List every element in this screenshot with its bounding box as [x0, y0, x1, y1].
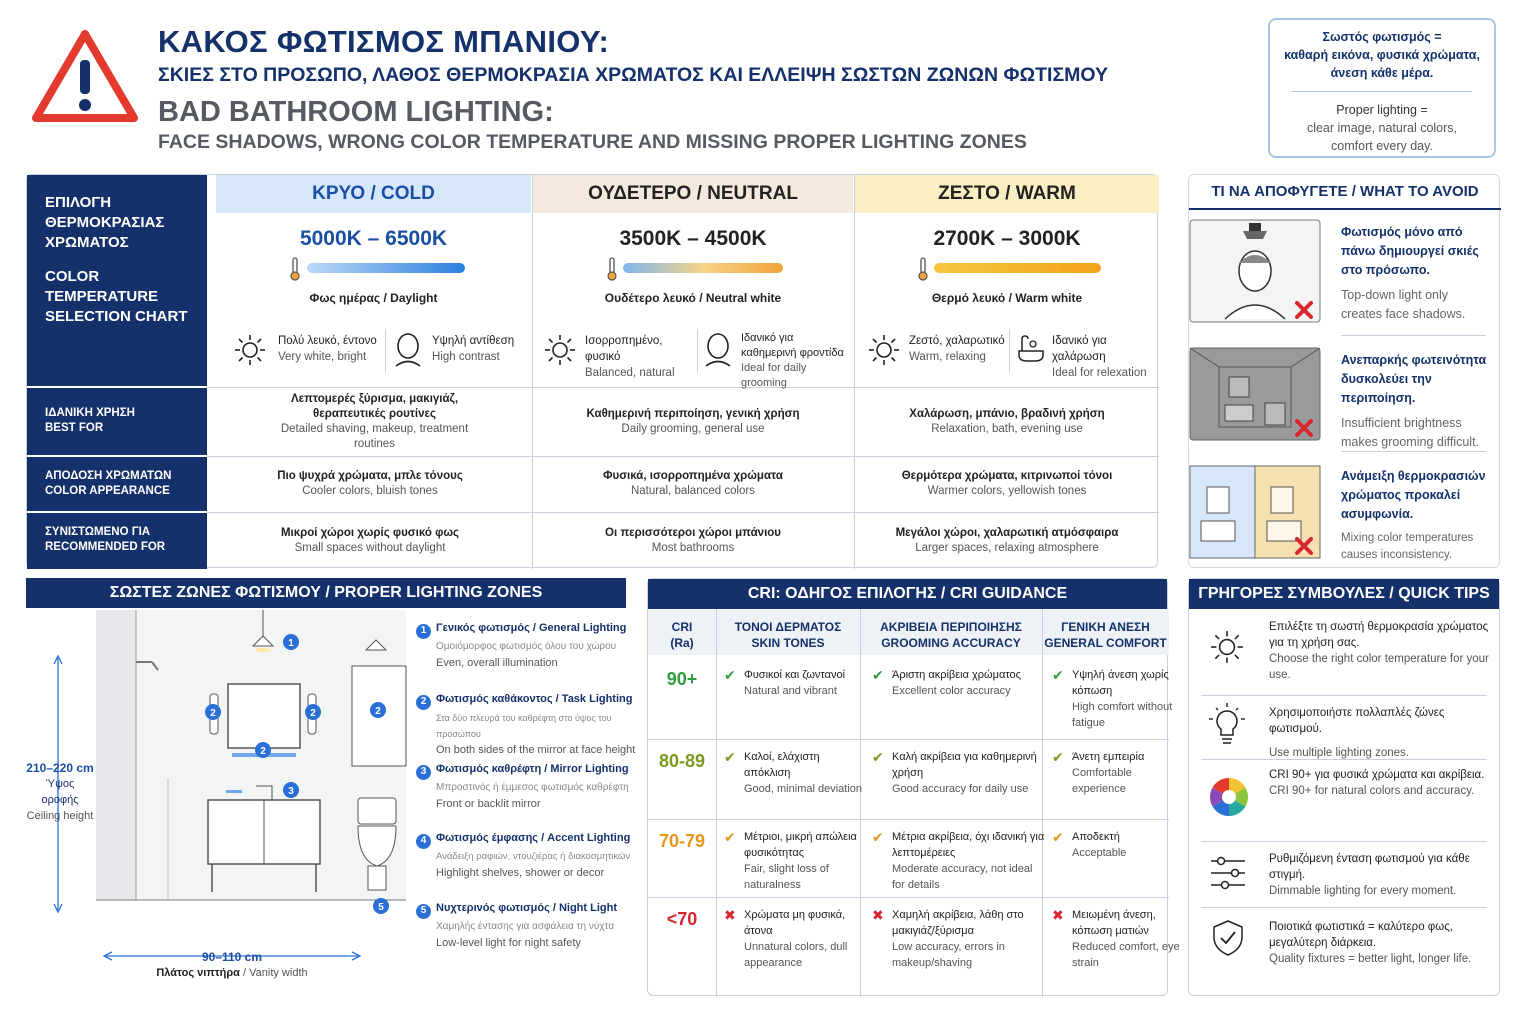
cri-cell-en: Fair, slight loss of naturalness [744, 863, 829, 891]
tip-divider [1201, 841, 1487, 842]
row-label-en: RECOMMENDED FOR [45, 541, 166, 553]
face-icon [393, 331, 423, 367]
check-icon: ✔ [872, 667, 884, 683]
feature-divider [697, 329, 698, 373]
avoid-divider [1341, 335, 1486, 336]
temp-range-neutral: 3500K – 4500K [619, 227, 767, 250]
check-icon: ✔ [724, 667, 736, 683]
feature-cold-2 [432, 333, 532, 365]
callout-gr-3: άνεση κάθε μέρα. [1330, 66, 1434, 80]
header-en: GROOMING ACCURACY [881, 636, 1021, 650]
header-en: (Ra) [670, 636, 694, 650]
feature-gr: Ισορροπημένο, φυσικό [585, 335, 663, 363]
feature-gr: Υψηλή αντίθεση [432, 335, 515, 347]
check-icon: ✔ [872, 829, 884, 845]
zone-gr: Ανάδειξη ραφιών, ντουζιέρας ή διακοσμητικών [436, 850, 631, 862]
cri-cell-en: Acceptable [1072, 847, 1127, 859]
header-gr: ΓΕΝΙΚΗ ΑΝΕΣΗ [1061, 620, 1150, 634]
cri-cell-en: Low accuracy, errors in makeup/shaving [892, 941, 1005, 969]
feature-divider [1009, 329, 1010, 373]
callout-en-1: Proper lighting = [1336, 103, 1428, 117]
feature-en: Balanced, natural [585, 367, 675, 379]
feature-neutral-1 [585, 333, 697, 381]
cri-guidance-panel [647, 578, 1180, 996]
svg-text:3: 3 [288, 786, 294, 797]
avoid-item-3 [1341, 467, 1491, 564]
cri-cell-gr: Άνετη εμπειρία [1072, 751, 1145, 763]
cell-gr: Λεπτομερές ξύρισμα, μακιγιάζ, θεραπευτικές ρουτίνες [290, 392, 459, 420]
temperature-bar-neutral [623, 263, 783, 273]
avoid-gr: Ανάμειξη θερμοκρασιών χρώματος προκαλεί ασυμφωνία. [1341, 469, 1486, 521]
feature-en: Ideal for relexation [1052, 367, 1147, 379]
cri-header-0 [648, 619, 716, 651]
tips-title: ΓΡΗΓΟΡΕΣ ΣΥΜΒΟΥΛΕΣ / QUICK TIPS [1189, 579, 1499, 609]
page-title-en: BAD BATHROOM LIGHTING: [158, 96, 554, 128]
tip-en: Quality fixtures = better light, longer life. [1269, 953, 1472, 965]
cell-gr: Θερμότερα χρώματα, κιτρινωποί τόνοι [901, 470, 1113, 482]
zone-number: 5 [416, 904, 431, 919]
cell-gr: Πιο ψυχρά χρώματα, μπλε τόνους [277, 470, 463, 482]
warning-icon [30, 28, 140, 124]
callout-en-3: comfort every day. [1331, 139, 1433, 153]
page-subtitle-gr: ΣΚΙΕΣ ΣΤΟ ΠΡΟΣΩΠΟ, ΛΑΘΟΣ ΘΕΡΜΟΚΡΑΣΙΑ ΧΡΩΜΑΤΟΣ ΚΑΙ ΕΛΛΕΙΨΗ ΣΩΣΤΩΝ ΖΩΝΩΝ ΦΩΤΙΣΜΟΥ [158, 64, 1109, 86]
zone-item-3 [416, 761, 651, 812]
zones-title: ΣΩΣΤΕΣ ΖΩΝΕΣ ΦΩΤΙΣΜΟΥ / PROPER LIGHTING ZONES [26, 578, 626, 608]
tip-1 [1269, 619, 1489, 683]
cell-en: Warmer colors, yellowish tones [927, 485, 1087, 497]
color-wheel-icon [1209, 777, 1249, 817]
cri-cell-gr: Μέτριοι, μικρή απώλεια φυσικότητας [744, 831, 857, 859]
face-shadow-illustration [1189, 219, 1321, 323]
page-subtitle-en: FACE SHADOWS, WRONG COLOR TEMPERATURE AND MISSING PROPER LIGHTING ZONES [158, 131, 1027, 153]
cri-cell [744, 829, 868, 893]
tip-en: Choose the right color temperature for your use. [1269, 653, 1489, 681]
face-icon [703, 331, 733, 367]
rec-cold [208, 513, 532, 569]
cri-cell-en: Natural and vibrant [744, 685, 837, 697]
zone-title: Γενικός φωτισμός / General Lighting [436, 622, 627, 634]
zone-en: Even, overall illumination [436, 656, 558, 669]
cri-cell [1072, 667, 1180, 731]
zone-gr: Μπροστινός ή έμμεσος φωτισμός καθρέφτη [436, 781, 629, 793]
cri-cell-en: Unnatural colors, dull appearance [744, 941, 848, 969]
tip-gr: Ρυθμιζόμενη ένταση φωτισμού για κάθε στιγμή. [1269, 853, 1470, 881]
cri-cell-gr: Μέτρια ακρίβεια, όχι ιδανική για λεπτομέρειες [892, 831, 1045, 859]
cri-cell-gr: Χρώματα μη φυσικά, άτονα [744, 909, 846, 937]
header-en: GENERAL COMFORT [1044, 636, 1167, 650]
chart-side-title [27, 175, 207, 386]
temp-range-cold: 5000K – 6500K [299, 227, 448, 250]
cri-cell [1072, 829, 1180, 861]
color-neutral [533, 457, 853, 511]
cri-header-3 [1042, 619, 1169, 651]
zone-title: Φωτισμός έμφασης / Accent Lighting [436, 832, 631, 844]
zone-number: 1 [416, 624, 431, 639]
tip-gr: CRI 90+ για φυσικά χρώματα και ακρίβεια. [1269, 769, 1485, 781]
cri-cell-gr: Υψηλή άνεση χωρίς κόπωση [1072, 669, 1169, 697]
width-gr: Πλάτος νιπτήρα [156, 967, 240, 979]
avoid-divider [1341, 451, 1486, 452]
svg-text:5: 5 [378, 902, 384, 913]
sun-icon [867, 333, 901, 367]
feature-en: Warm, relaxing [909, 351, 986, 363]
cell-en: Relaxation, bath, evening use [931, 422, 1083, 435]
zone-en: Low-level light for night safety [436, 936, 581, 949]
cri-header-2 [860, 619, 1042, 651]
bathroom-zones-diagram [96, 610, 406, 940]
header-gr: CRI [671, 620, 693, 634]
tip-divider [1201, 907, 1487, 908]
bathtub-icon [1015, 333, 1045, 365]
cri-cell-en: Good, minimal deviation [744, 783, 863, 795]
cell-gr: Μεγάλοι χώροι, χαλαρωτική ατμόσφαιρα [895, 527, 1119, 539]
height-value: 210–220 cm [26, 761, 94, 775]
best-for-cold [277, 388, 472, 455]
color-warm [855, 457, 1159, 511]
tip-en: CRI 90+ for natural colors and accuracy. [1269, 785, 1475, 797]
side-title-en: COLOR TEMPERATURE SELECTION CHART [45, 268, 188, 325]
feature-en: Very white, bright [278, 351, 367, 363]
row-label-recommended-for [27, 513, 207, 569]
row-label-en: COLOR APPEARANCE [45, 485, 170, 497]
bulb-icon [1209, 703, 1245, 747]
cri-cell [744, 667, 868, 699]
cell-en: Small spaces without daylight [294, 542, 446, 554]
tip-en: Dimmable lighting for every moment. [1269, 885, 1457, 897]
color-temperature-chart [26, 174, 1158, 568]
row-label-best-for [27, 388, 207, 455]
zone-en: Front or backlit mirror [436, 797, 541, 810]
cri-cell-gr: Χαμηλή ακρίβεια, λάθη στο μακιγιάζ/ξύρισμα [892, 909, 1024, 937]
light-type-cold: Φως ημέρας / Daylight [309, 291, 438, 305]
cell-en: Detailed shaving, makeup, treatment routines [280, 422, 469, 450]
color-cold [208, 457, 532, 511]
check-icon: ✔ [1052, 749, 1064, 765]
cell-en: Cooler colors, bluish tones [302, 485, 438, 497]
temperature-bar-warm [934, 263, 1101, 273]
zone-gr: Ομοιόμορφος φωτισμός όλου του χώρου [436, 640, 617, 652]
sun-icon [1209, 629, 1245, 665]
tip-4 [1269, 851, 1489, 899]
feature-warm-2 [1052, 333, 1157, 381]
zone-item-4 [416, 830, 651, 881]
feature-gr: Πολύ λευκό, έντονο [278, 335, 377, 347]
page-title-gr: ΚΑΚΟΣ ΦΩΤΙΣΜΟΣ ΜΠΑΝΙΟΥ: [158, 24, 610, 59]
cell-en: Daily grooming, general use [621, 422, 765, 435]
check-icon: ✔ [724, 749, 736, 765]
row-label-color-appearance [27, 457, 207, 511]
dim-bathroom-illustration [1189, 347, 1321, 441]
thermometer-icon [289, 257, 301, 281]
zone-item-1 [416, 620, 651, 671]
avoid-item-2 [1341, 351, 1491, 452]
tip-gr: Χρησιμοποιήστε πολλαπλές ζώνες φωτισμού. [1269, 707, 1445, 735]
height-gr: Ύψος οροφής [41, 778, 79, 806]
svg-text:2: 2 [210, 708, 216, 719]
zone-item-2 [416, 691, 651, 758]
callout-gr-1: Σωστός φωτισμός = [1322, 30, 1442, 44]
avoid-en: Insufficient brightness makes grooming difficult. [1341, 416, 1480, 449]
col-head-cold: ΚΡΥΟ / COLD [216, 175, 531, 213]
row-label-gr: ΣΥΝΙΣΤΩΜΕΝΟ ΓΙΑ [45, 526, 151, 538]
avoid-gr: Φωτισμός μόνο από πάνω δημιουργεί σκιές στο πρόσωπο. [1341, 225, 1479, 277]
cri-value: 70-79 [658, 831, 706, 851]
zone-en: Highlight shelves, shower or decor [436, 866, 605, 879]
zone-gr: Στα δύο πλευρά του καθρέφτη στο ύψος του προσώπου [436, 712, 612, 739]
check-icon: ✔ [724, 829, 736, 845]
cri-header-1 [716, 619, 860, 651]
best-for-neutral [533, 388, 853, 455]
tip-gr: Ποιοτικά φωτιστικά = καλύτερο φως, μεγαλύτερη διάρκεια. [1269, 921, 1453, 949]
thermometer-icon [606, 257, 618, 281]
cross-icon: ✖ [1052, 907, 1064, 923]
rec-neutral [533, 513, 853, 569]
avoid-gr: Ανεπαρκής φωτεινότητα δυσκολεύει την περιποίηση. [1341, 353, 1487, 405]
feature-en: High contrast [432, 351, 500, 363]
cell-en: Larger spaces, relaxing atmosphere [915, 542, 1099, 554]
height-en: Ceiling height [26, 810, 94, 822]
row-label-en: BEST FOR [45, 422, 104, 434]
cri-cell-gr: Φυσικοί και ζωντανοί [744, 669, 846, 681]
header-en: SKIN TONES [751, 636, 825, 650]
feature-gr: Ιδανικό για καθημερινή φροντίδα [741, 332, 844, 359]
svg-text:2: 2 [375, 706, 381, 717]
cri-cell [744, 749, 868, 797]
header-gr: ΤΟΝΟΙ ΔΕΡΜΑΤΟΣ [734, 620, 842, 634]
feature-divider [385, 329, 386, 373]
cross-icon: ✖ [872, 907, 884, 923]
col-head-neutral: ΟΥΔΕΤΕΡΟ / NEUTRAL [533, 175, 853, 213]
cell-gr: Χαλάρωση, μπάνιο, βραδινή χρήση [909, 407, 1105, 420]
avoid-en: Mixing color temperatures causes inconsistency. [1341, 532, 1474, 561]
zone-number: 2 [416, 695, 431, 710]
feature-en: Ideal for daily grooming [741, 362, 807, 389]
cri-cell-gr: Αποδεκτή [1072, 831, 1120, 843]
avoid-item-1 [1341, 223, 1491, 324]
cri-cell-en: Comfortable experience [1072, 767, 1132, 795]
zone-title: Φωτισμός καθρέφτη / Mirror Lighting [436, 763, 629, 775]
tip-divider [1201, 759, 1487, 760]
zone-en: On both sides of the mirror at face height [436, 743, 636, 756]
lighting-zones-panel [26, 578, 636, 996]
avoid-title: ΤΙ ΝΑ ΑΠΟΦΥΓΕΤΕ / WHAT TO AVOID [1211, 183, 1479, 200]
side-title-gr: ΕΠΙΛΟΓΗ ΘΕΡΜΟΚΡΑΣΙΑΣ ΧΡΩΜΑΤΟΣ [45, 194, 165, 251]
light-type-neutral: Ουδέτερο λευκό / Neutral white [604, 291, 782, 305]
cri-cell-en: High comfort without fatigue [1072, 701, 1173, 729]
tip-divider [1201, 695, 1487, 696]
cri-value: 80-89 [658, 751, 706, 771]
tip-5 [1269, 919, 1489, 967]
cri-cell-en: Excellent color accuracy [892, 685, 1011, 697]
zone-gr: Χαμηλής έντασης για ασφάλεια τη νύχτα [436, 920, 615, 932]
zone-number: 4 [416, 834, 431, 849]
feature-gr: Ζεστό, χαλαρωτικό [909, 335, 1005, 347]
quick-tips-panel [1188, 578, 1500, 996]
cri-value: <70 [666, 909, 698, 929]
cell-gr: Φυσικά, ισορροπημένα χρώματα [603, 470, 783, 482]
col-head-warm: ΖΕΣΤΟ / WARM [855, 175, 1159, 213]
cri-cell [744, 907, 868, 971]
cri-cell-gr: Καλοί, ελάχιστη απόκλιση [744, 751, 820, 779]
cri-value: 90+ [666, 669, 698, 689]
cri-cell-en: Good accuracy for daily use [892, 783, 1029, 795]
cri-cell [1072, 749, 1180, 797]
cri-cell [892, 667, 1046, 699]
cri-cell [1072, 907, 1180, 971]
cell-en: Most bathrooms [651, 542, 735, 554]
feature-gr: Ιδανικό για χαλάρωση [1052, 335, 1107, 363]
cell-gr: Οι περισσότεροι χώροι μπάνιου [605, 527, 781, 539]
tip-3 [1269, 767, 1489, 799]
cell-gr: Καθημερινή περιποίηση, γενική χρήση [586, 407, 800, 420]
zone-title: Νυχτερινός φωτισμός / Night Light [436, 902, 618, 914]
ceiling-height-label [26, 760, 94, 824]
callout-divider [1292, 91, 1472, 92]
width-en: Vanity width [249, 967, 308, 979]
cri-cell-gr: Άριστη ακρίβεια χρώματος [892, 669, 1021, 681]
cri-cell-gr: Μειωμένη άνεση, κόπωση ματιών [1072, 909, 1156, 937]
temp-range-warm: 2700K – 3000K [933, 227, 1081, 250]
cri-cell [892, 749, 1046, 797]
sun-icon [233, 333, 267, 367]
zone-item-5 [416, 900, 651, 951]
tip-2 [1269, 705, 1489, 761]
cross-icon: ✖ [724, 907, 736, 923]
sliders-icon [1209, 855, 1247, 891]
row-label-gr: ΙΔΑΝΙΚΗ ΧΡΗΣΗ [45, 407, 135, 419]
mixed-temperature-illustration [1189, 465, 1321, 559]
check-icon: ✔ [1052, 667, 1064, 683]
vanity-width-label: Πλάτος νιπτήρα / Vanity width [156, 967, 308, 979]
tip-en: Use multiple lighting zones. [1269, 747, 1409, 759]
feature-cold-1 [278, 333, 388, 365]
header-gr: ΑΚΡΙΒΕΙΑ ΠΕΡΙΠΟΙΗΣΗΣ [880, 620, 1022, 634]
sun-icon [543, 333, 577, 367]
cri-grid-line [648, 739, 1169, 740]
rec-warm [855, 513, 1159, 569]
check-icon: ✔ [1052, 829, 1064, 845]
zone-title: Φωτισμός καθάκοντος / Task Lighting [436, 693, 633, 705]
svg-text:2: 2 [260, 746, 266, 757]
cri-cell-en: Moderate accuracy, not ideal for details [892, 863, 1033, 891]
callout-gr-2: καθαρή εικόνα, φυσικά χρώματα, [1284, 48, 1480, 62]
shield-check-icon [1211, 919, 1245, 957]
check-icon: ✔ [872, 749, 884, 765]
avoid-en: Top-down light only creates face shadows. [1341, 288, 1466, 321]
zone-number: 3 [416, 765, 431, 780]
vanity-width-value: 90–110 cm [201, 950, 263, 964]
thermometer-icon [917, 257, 929, 281]
cri-cell-en: Reduced comfort, eye strain [1072, 941, 1180, 969]
what-to-avoid-panel [1188, 174, 1500, 568]
temperature-bar-cold [307, 263, 465, 273]
cri-cell [892, 829, 1046, 893]
cri-grid-line [716, 609, 717, 997]
avoid-title-underline [1189, 208, 1501, 210]
tip-gr: Επιλέξτε τη σωστή θερμοκρασία χρώματος για τη χρήση σας. [1269, 621, 1489, 649]
cri-cell-gr: Καλή ακρίβεια για καθημερινή χρήση [892, 751, 1037, 779]
svg-text:1: 1 [288, 638, 294, 649]
cell-gr: Μικροί χώροι χωρίς φυσικό φως [280, 527, 460, 539]
callout-en-2: clear image, natural colors, [1306, 121, 1458, 135]
row-label-gr: ΑΠΟΔΟΣΗ ΧΡΩΜΑΤΩΝ [45, 470, 172, 482]
cri-grid-line [648, 819, 1169, 820]
cri-grid-line [648, 897, 1169, 898]
cri-cell [892, 907, 1046, 971]
best-for-warm [855, 388, 1159, 455]
svg-text:2: 2 [310, 708, 316, 719]
light-type-warm: Θερμό λευκό / Warm white [931, 291, 1083, 305]
feature-neutral-2 [741, 331, 851, 391]
feature-warm-1 [909, 333, 1009, 365]
cri-title: CRI: ΟΔΗΓΟΣ ΕΠΙΛΟΓΗΣ / CRI GUIDANCE [648, 579, 1167, 609]
cell-en: Natural, balanced colors [630, 485, 755, 497]
proper-lighting-callout [1268, 18, 1496, 158]
